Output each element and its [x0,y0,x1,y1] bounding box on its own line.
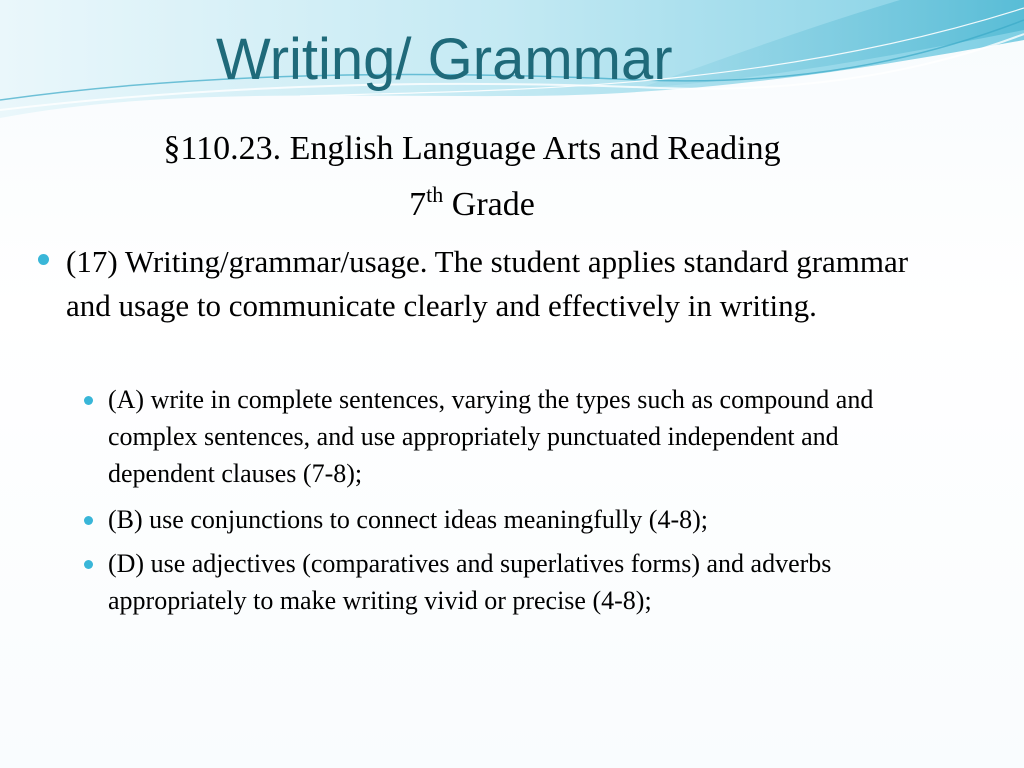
grade-word: Grade [443,186,535,223]
sub-bullet-a: (A) write in complete sentences, varying the types such as compound and complex sentences, and use appropriately punctuated independent and dependent clauses (7-8); [108,385,874,488]
bullet-dot-icon [84,560,93,569]
sub-bullet-d: (D) use adjectives (comparatives and superlatives forms) and adverbs appropriately to make writing vivid or precise (4-8); [108,549,832,615]
grade-line [0,184,944,226]
bullet-dot-icon [38,254,49,265]
main-bullet-text: (17) Writing/grammar/usage. The student applies standard grammar and usage to communicate clearly and effectively in writing. [66,244,909,323]
grade-ordinal-suffix: th [426,182,444,207]
bullet-dot-icon [84,516,93,525]
slide-title: Writing/ Grammar [216,27,673,92]
sub-bullet-b: (B) use conjunctions to connect ideas meaningfully (4-8); [108,505,709,534]
bullet-dot-icon [84,396,93,405]
grade-number: 7 [409,186,427,223]
standard-subtitle: §110.23. English Language Arts and Reading [163,130,781,167]
